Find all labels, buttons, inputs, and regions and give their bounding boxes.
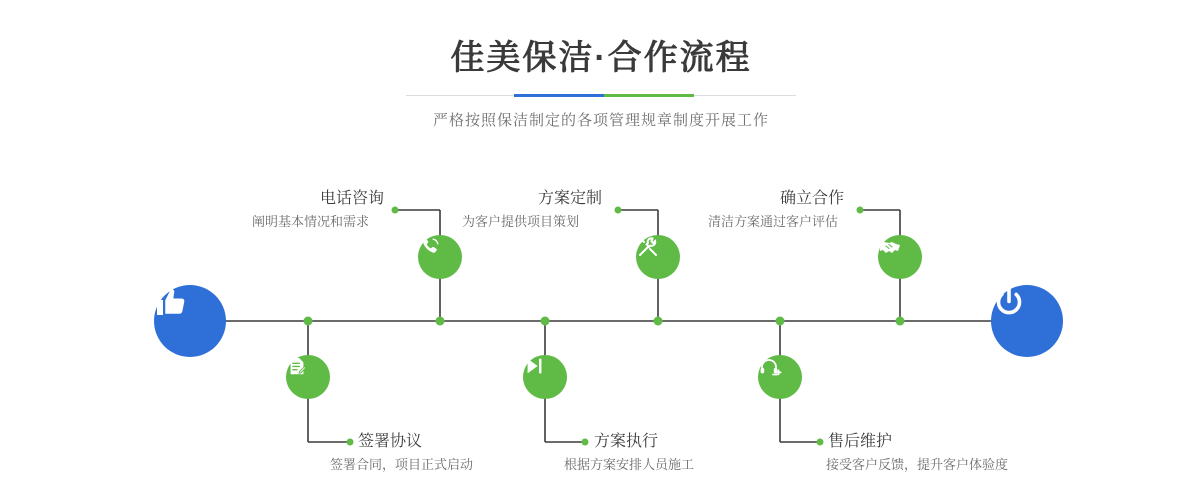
- page-header: [0, 0, 1202, 130]
- step-4-desc: 根据方案安排人员施工: [564, 457, 695, 472]
- step-6-icon-badge: [758, 355, 802, 399]
- divider-green-segment: [604, 94, 694, 97]
- step-6-desc: 接受客户反馈，提升客户体验度: [826, 457, 1009, 472]
- step-2-title: 签署协议: [358, 433, 423, 450]
- step-2-desc: 签署合同，项目正式启动: [330, 457, 474, 472]
- step-6-label: [828, 431, 1008, 475]
- step-3-desc: 为客户提供项目策划: [462, 214, 580, 229]
- step-6-title: 售后维护: [828, 433, 893, 450]
- step-5-desc: 清洁方案通过客户评估: [708, 214, 839, 229]
- step-1-icon-badge: [418, 235, 462, 279]
- step-3-icon-badge: [636, 235, 680, 279]
- step-5-title: 确立合作: [780, 190, 845, 207]
- step-3-title: 方案定制: [538, 190, 603, 207]
- step-2-label: [330, 431, 474, 475]
- flow-end-badge: [991, 285, 1063, 357]
- step-1-desc: 阐明基本情况和需求: [252, 214, 370, 229]
- process-flow-diagram: [0, 155, 1202, 502]
- title-divider: [406, 94, 796, 97]
- step-4-title: 方案执行: [594, 433, 659, 450]
- step-5-icon-badge: [878, 235, 922, 279]
- step-2-icon-badge: [286, 355, 330, 399]
- flow-start-badge: [154, 285, 226, 357]
- page-subtitle: 严格按照保洁制定的各项管理规章制度开展工作: [432, 112, 769, 129]
- step-4-label: [564, 431, 695, 475]
- divider-blue-segment: [514, 94, 604, 97]
- step-3-label: [462, 188, 602, 232]
- step-1-title: 电话咨询: [320, 190, 385, 207]
- step-1-label: [252, 188, 384, 232]
- step-4-icon-badge: [523, 355, 567, 399]
- page-title: 佳美保洁·合作流程: [450, 39, 752, 77]
- step-5-label: [708, 188, 844, 232]
